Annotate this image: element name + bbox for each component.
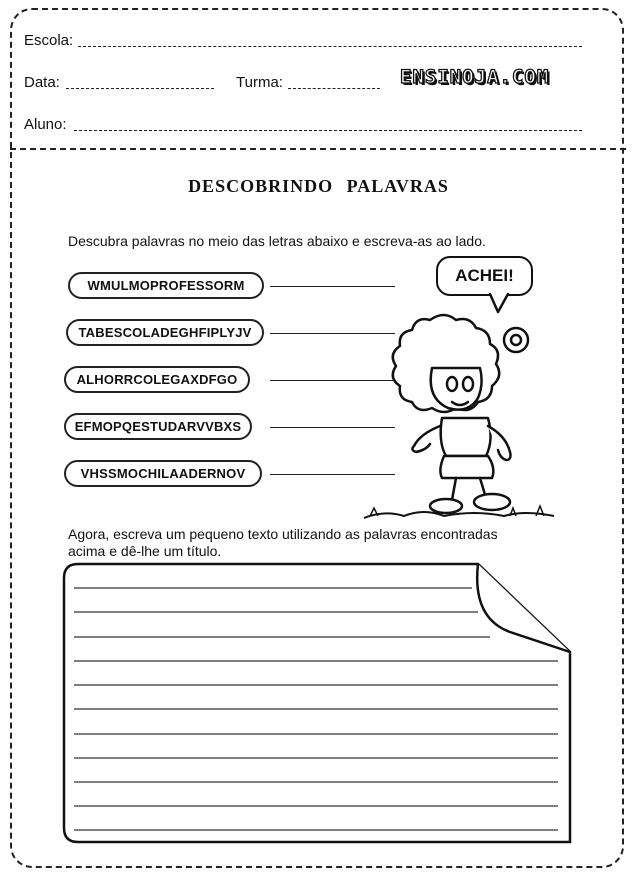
student-label: Aluno: xyxy=(24,116,67,133)
word-puzzle-3: ALHORRCOLEGAXDFGO xyxy=(64,366,250,393)
instruction-write-text-1: Agora, escreva um pequeno texto utilizando as palavras encontradas xyxy=(68,526,498,542)
brand-logo: ENSINOJA.COM xyxy=(400,66,550,88)
date-label: Data: xyxy=(24,74,60,91)
speech-bubble: ACHEI! xyxy=(436,256,533,296)
page-title: DESCOBRINDO PALAVRAS xyxy=(188,176,449,196)
word-puzzle-4: EFMOPQESTUDARVVBXS xyxy=(64,413,252,440)
writing-area[interactable] xyxy=(74,570,558,834)
word-puzzle-5: VHSSMOCHILAADERNOV xyxy=(64,460,262,487)
instruction-write-text-2: acima e dê-lhe um título. xyxy=(68,543,222,559)
instruction-find-words: Descubra palavras no meio das letras abaixo e escreva-as ao lado. xyxy=(68,233,486,249)
word-puzzle-2: TABESCOLADEGHFIPLYJV xyxy=(66,319,264,346)
school-label: Escola: xyxy=(24,32,74,49)
class-label: Turma: xyxy=(236,74,283,91)
word-puzzle-1: WMULMOPROFESSORM xyxy=(68,272,264,299)
